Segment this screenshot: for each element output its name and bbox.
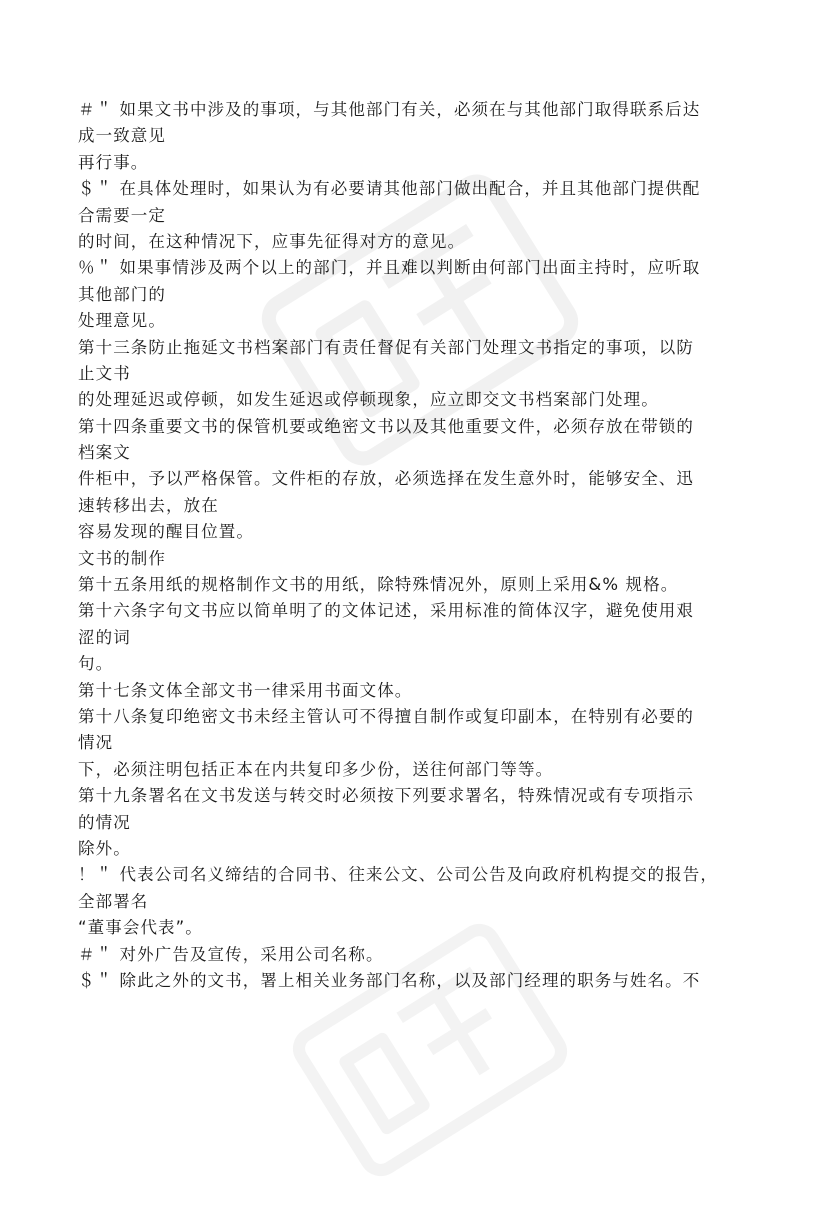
- text-line: 件柜中，予以严格保管。文件柜的存放，必须选择在发生意外时，能够安全、迅: [78, 469, 694, 489]
- text-line: 成一致意见: [78, 126, 166, 146]
- text-line: 其他部门的: [78, 284, 166, 304]
- text-line: 合需要一定: [78, 205, 166, 225]
- text-line: 止文书: [78, 363, 131, 383]
- text-line: “董事会代表”。: [78, 918, 203, 938]
- text-line: 除外。: [78, 838, 131, 858]
- text-line: 再行事。: [78, 152, 149, 172]
- text-line: ＃＂ 如果文书中涉及的事项，与其他部门有关，必须在与其他部门取得联系后达: [78, 100, 701, 119]
- section-heading: 文书的制作: [78, 548, 166, 568]
- text-line: 第十七条文体全部文书一律采用书面文体。: [78, 680, 413, 700]
- text-line: 档案文: [78, 443, 131, 463]
- text-line: 第十六条字句文书应以简单明了的文体记述，采用标准的简体汉字，避免使用艰: [78, 601, 694, 621]
- text-line: 第十五条用纸的规格制作文书的用纸，除特殊情况外，原则上采用&% 规格。: [78, 575, 679, 595]
- text-line: 第十八条复印绝密文书未经主管认可不得擅自制作或复印副本，在特别有必要的: [78, 706, 694, 726]
- text-line: 全部署名: [78, 891, 149, 911]
- text-line: ＄＂ 在具体处理时，如果认为有必要请其他部门做出配合，并且其他部门提供配: [78, 179, 701, 199]
- text-line: ＃＂ 对外广告及宣传，采用公司名称。: [78, 944, 384, 964]
- text-line: 的时间，在这种情况下，应事先征得对方的意见。: [78, 231, 466, 251]
- text-line: 的情况: [78, 812, 131, 832]
- text-line: 速转移出去，放在: [78, 495, 219, 515]
- text-line: 处理意见。: [78, 311, 166, 331]
- document-body: [78, 97, 758, 994]
- text-line: ！＂ 代表公司名义缔结的合同书、往来公文、公司公告及向政府机构提交的报告，: [78, 865, 718, 885]
- text-line: 第十九条署名在文书发送与转交时必须按下列要求署名，特殊情况或有专项指示: [78, 786, 694, 806]
- text-line: 涩的词: [78, 627, 131, 647]
- text-line: 的处理延迟或停顿，如发生延迟或停顿现象，应立即交文书档案部门处理。: [78, 390, 659, 410]
- text-line: 第十三条防止拖延文书档案部门有责任督促有关部门处理文书指定的事项，以防: [78, 337, 694, 357]
- text-line: 容易发现的醒目位置。: [78, 522, 254, 542]
- text-line: 句。: [78, 654, 114, 674]
- text-line: 情况: [78, 733, 114, 753]
- text-line: 下，必须注明包括正本在内共复印多少份，送往何部门等等。: [78, 759, 554, 779]
- text-line: ％＂ 如果事情涉及两个以上的部门，并且难以判断由何部门出面主持时，应听取: [78, 258, 701, 278]
- text-line: 第十四条重要文书的保管机要或绝密文书以及其他重要文件，必须存放在带锁的: [78, 416, 694, 436]
- text-line: ＄＂ 除此之外的文书，署上相关业务部门名称，以及部门经理的职务与姓名。不: [78, 970, 701, 990]
